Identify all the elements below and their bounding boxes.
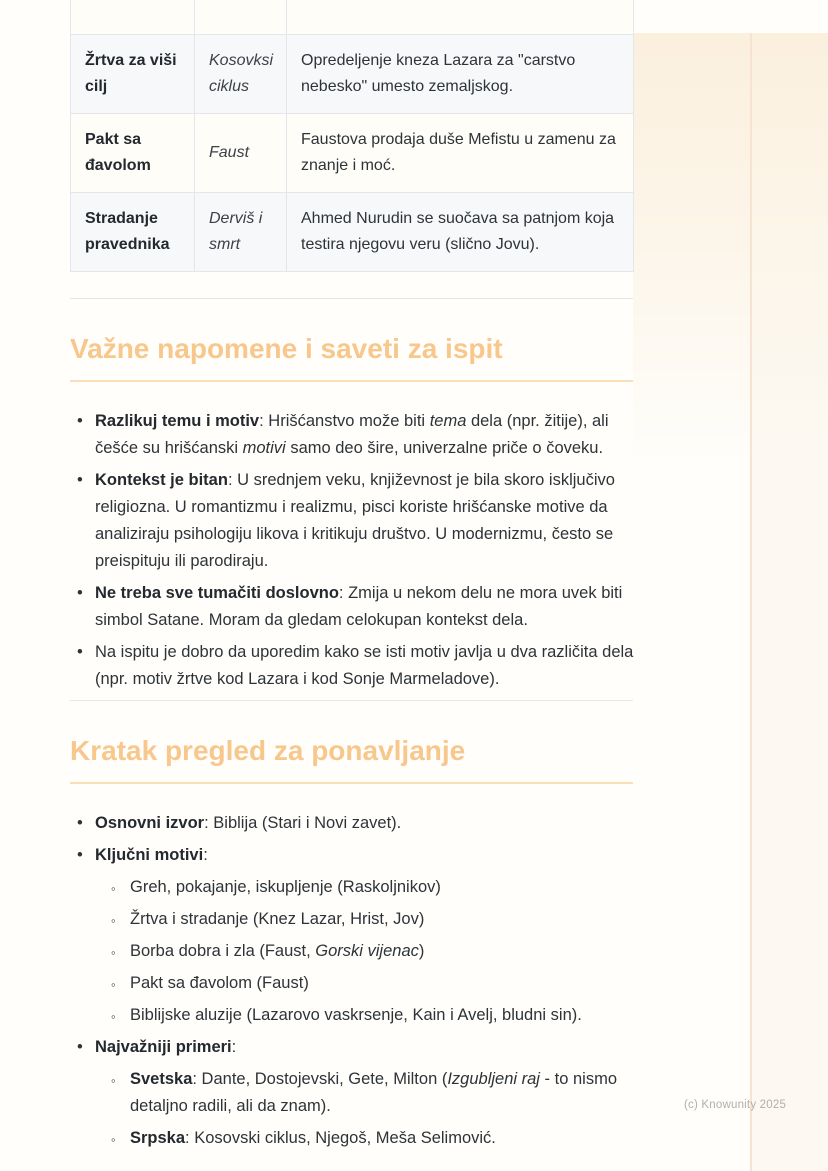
text-segment: Na ispitu je dobro da uporedim kako se isti motiv javlja u dva različita dela (npr. motiv žrtve kod Lazara i kod Sonje Marmeladove). [95,642,634,688]
description-cell: Faustova prodaja duše Mefistu u zamenu za znanje i moć. [287,113,634,192]
text-segment: tema [429,411,467,430]
motif-cell: Pakt sa đavolom [71,113,195,192]
text-segment: Srpska [130,1128,186,1147]
disc-bullet-icon: • [77,813,83,832]
circle-bullet-icon: ◦ [111,1072,116,1088]
disc-bullet-icon: • [77,583,83,602]
circle-bullet-icon: ◦ [111,880,116,896]
text-segment: Kontekst je bitan [95,470,228,489]
list-item [70,810,635,837]
motif-cell [71,0,195,34]
text-segment: Svetska [130,1069,193,1088]
text-segment: : Kosovski ciklus, Njegoš, Meša Selimović. [185,1128,496,1147]
sub-list-item [107,970,635,997]
circle-bullet-icon: ◦ [111,1008,116,1024]
disc-bullet-icon: • [77,845,83,864]
text-segment: : Dante, Dostojevski, Gete, Milton ( [192,1069,448,1088]
motif-cell: Žrtva za viši cilj [71,34,195,113]
sub-list-item [107,938,635,965]
section-notes [70,332,635,693]
text-segment: Izgubljeni raj [447,1069,540,1088]
watermark: (c) Knowunity 2025 [684,1099,787,1111]
text-segment: Najvažniji primeri [95,1037,232,1056]
motif-cell: Stradanje pravednika [71,192,195,271]
text-segment: samo deo šire, univerzalne priče o čoveku. [285,438,604,457]
list-item [70,842,635,1029]
motifs-table [70,0,634,272]
description-cell: Ahmed Nurudin se suočava sa patnjom koja testira njegovu veru (slično Jovu). [287,192,634,271]
text-segment: Borba dobra i zla (Faust, [130,941,316,960]
work-cell: Faust [195,113,287,192]
list-item [70,580,635,634]
text-segment: : [203,845,208,864]
text-segment: Razlikuj temu i motiv [95,411,260,430]
text-segment: motivi [242,438,286,457]
table-row [71,113,634,192]
description-cell: Opredeljenje kneza Lazara za "carstvo nebesko" umesto zemaljskog. [287,34,634,113]
text-segment: dela (npr. žitije), ali češće su hrišćanski [95,411,609,457]
text-segment: : [231,1037,237,1056]
text-segment: : Biblija (Stari i Novi zavet). [204,813,402,832]
circle-bullet-icon: ◦ [111,912,116,928]
disc-bullet-icon: • [77,470,83,489]
sub-list-item [107,906,635,933]
work-cell: Kosovksi ciklus [195,34,287,113]
section-notes-title: Važne napomene i saveti za ispit [70,332,633,382]
work-cell: Derviš i smrt [195,192,287,271]
section-divider [70,700,633,701]
document-content [70,0,635,1157]
text-segment: Greh, pokajanje, iskupljenje (Raskoljnikov) [130,877,441,896]
list-item [70,467,635,575]
text-segment: Biblijske aluzije (Lazarovo vaskrsenje, Kain i Avelj, bludni sin). [130,1005,582,1024]
disc-bullet-icon: • [77,411,83,430]
text-segment: : Zmija u nekom delu ne mora uvek biti simbol Satane. Moram da gledam celokupan kontekst dela. [95,583,623,629]
page-edge-tint [633,33,828,473]
description-cell [287,0,634,34]
text-segment: Pakt sa đavolom (Faust) [130,973,309,992]
text-segment: Ključni motivi [95,845,204,864]
sub-list-item [107,1125,635,1152]
sub-list [107,1066,635,1152]
text-segment: Osnovni izvor [95,813,205,832]
text-segment: - to nismo detaljno radili, ali da znam). [130,1069,617,1115]
sub-list [107,874,635,1029]
circle-bullet-icon: ◦ [111,976,116,992]
sub-list-item [107,1066,635,1120]
list-item [70,408,635,462]
text-segment: Žrtva i stradanje (Knez Lazar, Hrist, Jov) [130,909,425,928]
sub-list-item [107,1002,635,1029]
text-segment: Gorski vijenac [315,941,419,960]
work-cell [195,0,287,34]
text-segment: : U srednjem veku, književnost je bila skoro isključivo religiozna. U romantizmu i realizmu, pisci koriste hrišćanske motive da analiziraju psihologiju likova i kritikuju društvo. U modernizmu, često se preispituju ili parodiraju. [95,470,615,570]
table-row-clipped [71,0,634,34]
section-review [70,734,635,1152]
circle-bullet-icon: ◦ [111,1131,116,1147]
section-review-title: Kratak pregled za ponavljanje [70,734,633,784]
notes-list [70,408,635,693]
section-divider [70,298,633,299]
text-segment: Ne treba sve tumačiti doslovno [95,583,339,602]
review-list [70,810,635,1152]
text-segment: : Hrišćanstvo može biti [259,411,430,430]
sub-list-item [107,874,635,901]
list-item [70,1034,635,1152]
table-row [71,34,634,113]
disc-bullet-icon: • [77,1037,83,1056]
disc-bullet-icon: • [77,642,83,661]
circle-bullet-icon: ◦ [111,944,116,960]
text-segment: ) [418,941,425,960]
page-edge-line [750,33,752,1171]
table-row [71,192,634,271]
list-item [70,639,635,693]
